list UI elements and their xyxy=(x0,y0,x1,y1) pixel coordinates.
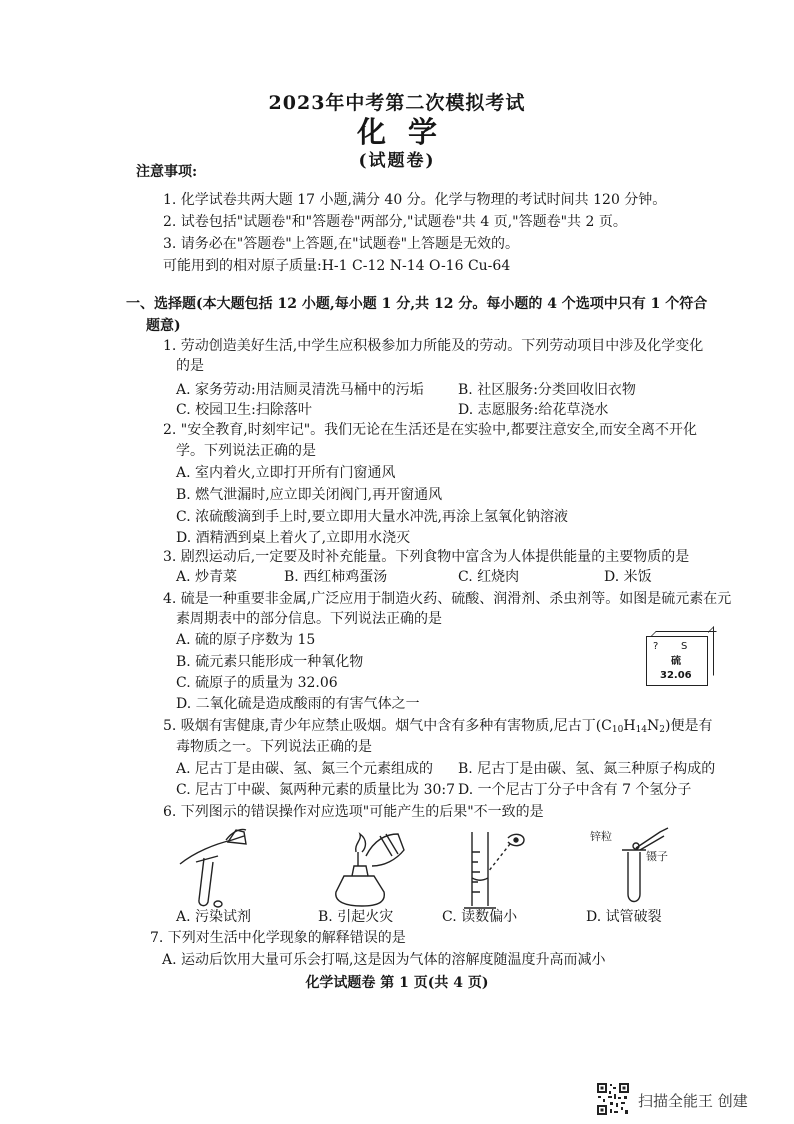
question-4-option-c: C. 硫原子的质量为 32.06 xyxy=(176,675,338,691)
question-2-option-a: A. 室内着火,立即打开所有门窗通风 xyxy=(176,465,396,481)
question-1-stem-cont: 的是 xyxy=(176,358,204,374)
exam-title: 2023年中考第二次模拟考试 xyxy=(268,92,526,114)
question-2-option-d: D. 酒精洒到桌上着火了,立即用水浇灭 xyxy=(176,530,411,546)
alcohol-lamp-figure xyxy=(336,834,404,906)
question-4-option-b: B. 硫元素只能形成一种氧化物 xyxy=(176,654,364,670)
scanner-label: 扫描全能王 创建 xyxy=(638,1092,748,1110)
notes-heading: 注意事项: xyxy=(136,164,198,180)
page-footer: 化学试题卷 第 1 页(共 4 页) xyxy=(305,975,489,991)
dropper-figure xyxy=(180,829,246,907)
question-1-option-c: C. 校园卫生:扫除落叶 xyxy=(176,402,312,418)
question-7-option-a: A. 运动后饮用大量可乐会打嗝,这是因为气体的溶解度随温度升高而减小 xyxy=(162,952,606,968)
section-heading: 一、选择题(本大题包括 12 小题,每小题 1 分,共 12 分。每小题的 4 个选项中只有 1 个符合 xyxy=(126,296,708,312)
question-6-option-b: B. 引起火灾 xyxy=(318,909,394,925)
note-item: 1. 化学试卷共两大题 17 小题,满分 40 分。化学与物理的考试时间共 120 分钟。 xyxy=(163,192,667,208)
qr-code-icon xyxy=(596,1082,630,1116)
volume-label: (试题卷) xyxy=(358,151,436,171)
question-5-stem-cont: 毒物质之一。下列说法正确的是 xyxy=(176,739,372,755)
question-1-option-b: B. 社区服务:分类回收旧衣物 xyxy=(458,382,636,398)
question-2-stem-cont: 学。下列说法正确的是 xyxy=(176,443,316,459)
question-5-option-c: C. 尼古丁中碳、氮两种元素的质量比为 30:7 xyxy=(176,782,456,798)
question-6-option-c: C. 读数偏小 xyxy=(442,909,518,925)
question-4-option-d: D. 二氧化硫是造成酸雨的有害气体之一 xyxy=(176,696,420,712)
atomic-mass-line: 可能用到的相对原子质量:H-1 C-12 N-14 O-16 Cu-64 xyxy=(163,258,511,274)
note-item: 3. 请务必在"答题卷"上答题,在"试题卷"上答题是无效的。 xyxy=(163,236,520,252)
note-item: 2. 试卷包括"试题卷"和"答题卷"两部分,"试题卷"共 4 页,"答题卷"共 2 页。 xyxy=(163,214,627,230)
question-6-option-d: D. 试管破裂 xyxy=(586,909,662,925)
question-4-stem-cont: 素周期表中的部分信息。下列说法正确的是 xyxy=(176,611,442,627)
question-7-stem: 7. 下列对生活中化学现象的解释错误的是 xyxy=(150,930,406,946)
atomic-number: ? xyxy=(653,641,659,652)
question-2-option-b: B. 燃气泄漏时,应立即关闭阀门,再开窗通风 xyxy=(176,487,443,503)
question-5-option-a: A. 尼古丁是由碳、氢、氮三个元素组成的 xyxy=(176,761,434,777)
subject-title: 化学 xyxy=(356,115,459,149)
label-tweezers: 镊子 xyxy=(646,850,668,863)
question-3-option-b: B. 西红柿鸡蛋汤 xyxy=(284,569,388,585)
question-3-option-d: D. 米饭 xyxy=(604,569,652,585)
question-5-option-d: D. 一个尼古丁分子中含有 7 个氢分子 xyxy=(458,782,692,798)
question-3-stem: 3. 剧烈运动后,一定要及时补充能量。下列食物中富含为人体提供能量的主要物质的是 xyxy=(163,549,690,565)
periodic-table-cell xyxy=(646,636,708,686)
question-1-stem: 1. 劳动创造美好生活,中学生应积极参加力所能及的劳动。下列劳动项目中涉及化学变化 xyxy=(163,338,704,354)
question-5-option-b: B. 尼古丁是由碳、氢、氮三种原子构成的 xyxy=(458,761,716,777)
test-tube-figure xyxy=(622,828,668,902)
section-heading-cont: 题意) xyxy=(146,318,181,334)
atomic-mass: 32.06 xyxy=(660,670,692,681)
question-6-option-a: A. 污染试剂 xyxy=(176,909,252,925)
question-5-stem: 5. 吸烟有害健康,青少年应禁止吸烟。烟气中含有多种有害物质,尼古丁$(C_{10}H_{14}N_2)$便是有 xyxy=(163,718,713,735)
question-3-option-a: A. 炒青菜 xyxy=(176,569,238,585)
question-2-option-c: C. 浓硫酸滴到手上时,要立即用大量水冲洗,再涂上氢氧化钠溶液 xyxy=(176,509,569,525)
question-2-stem: 2. "安全教育,时刻牢记"。我们无论在生活还是在实验中,都要注意安全,而安全离不开化 xyxy=(163,422,698,438)
question-4-option-a: A. 硫的原子序数为 15 xyxy=(176,632,316,648)
question-3-option-c: C. 红烧肉 xyxy=(458,569,520,585)
q6-figures xyxy=(0,822,794,932)
question-1-option-a: A. 家务劳动:用洁厕灵清洗马桶中的污垢 xyxy=(176,382,424,398)
graduated-cylinder-figure xyxy=(464,832,524,908)
element-symbol: S xyxy=(681,641,688,652)
question-6-stem: 6. 下列图示的错误操作对应选项"可能产生的后果"不一致的是 xyxy=(163,804,544,820)
question-4-stem: 4. 硫是一种重要非金属,广泛应用于制造火药、硫酸、润滑剂、杀虫剂等。如图是硫元素在元 xyxy=(163,591,732,607)
element-name: 硫 xyxy=(671,656,681,667)
question-1-option-d: D. 志愿服务:给花草浇水 xyxy=(458,402,609,418)
label-zinc: 锌粒 xyxy=(590,830,612,843)
